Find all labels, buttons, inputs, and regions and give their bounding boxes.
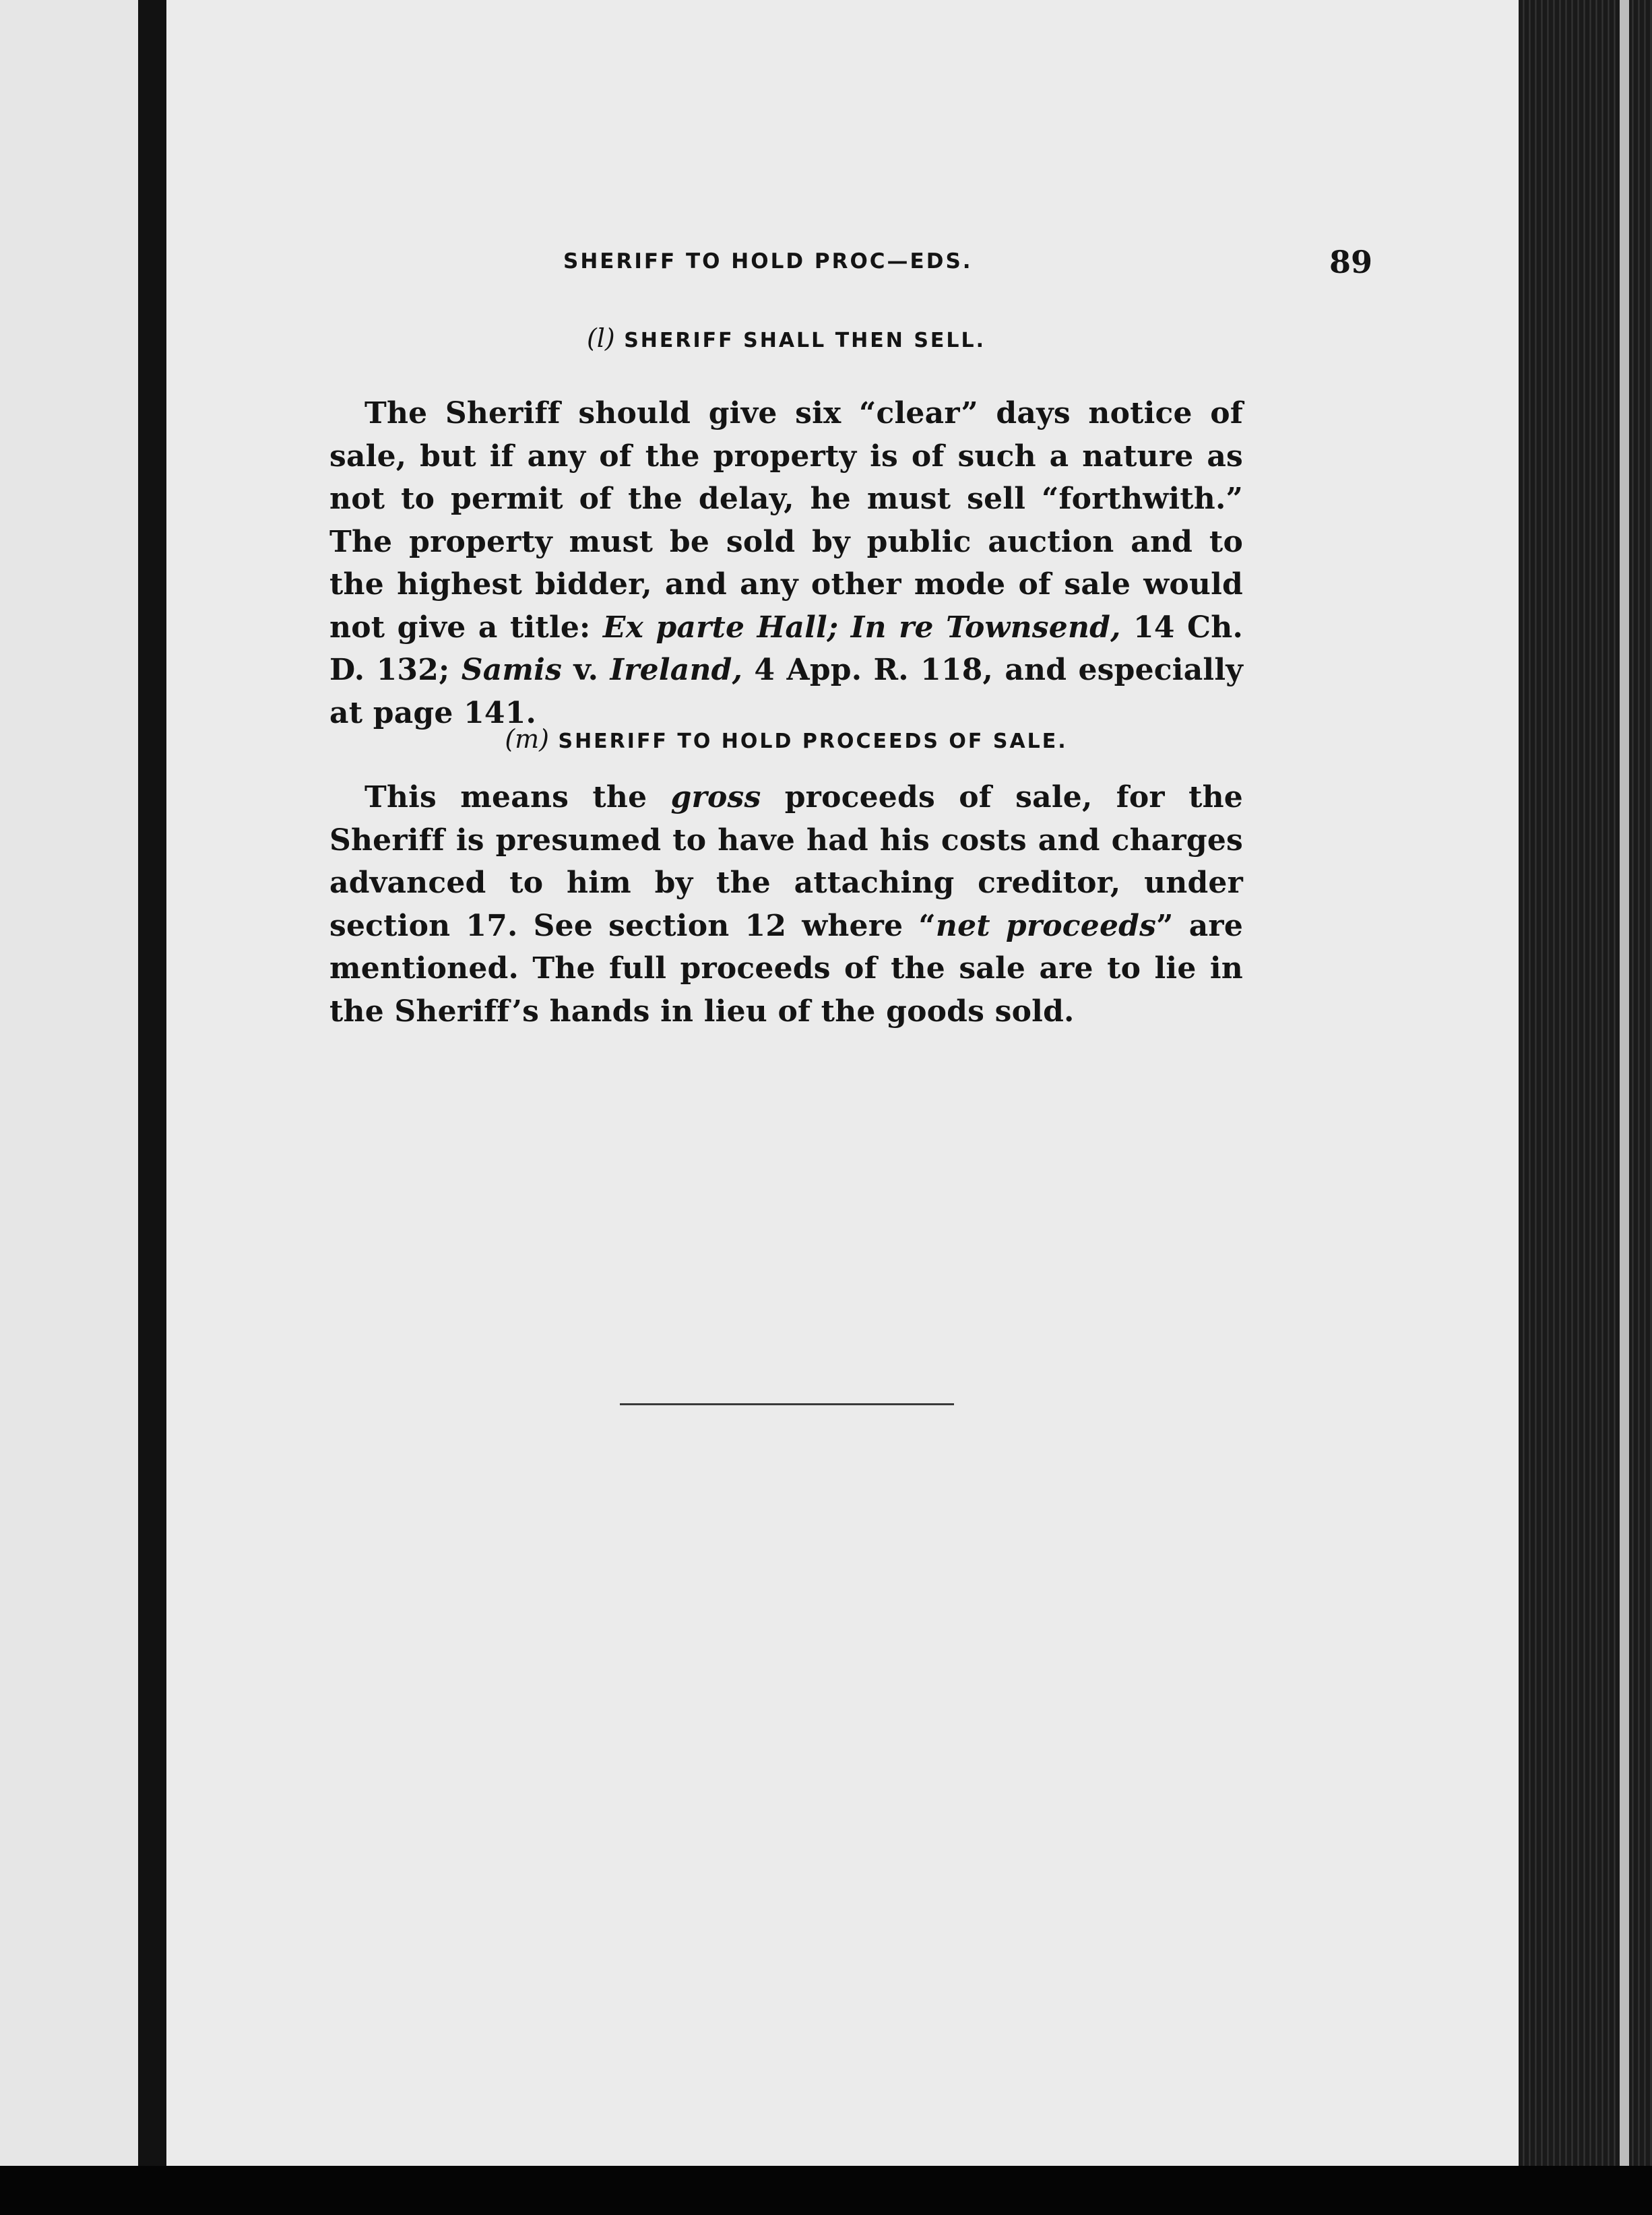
paragraph-m-text-1: This means the bbox=[364, 780, 671, 814]
paragraph-m bbox=[329, 776, 1243, 1033]
fore-edge-highlight bbox=[1620, 0, 1629, 2166]
paragraph-l bbox=[329, 392, 1243, 734]
page-header bbox=[563, 244, 1372, 284]
paragraph-l-text-3: v. bbox=[562, 653, 610, 687]
bottom-shadow bbox=[0, 2166, 1652, 2215]
paragraph-l-text-4: 4 App. R. 118, and especially at page 141. bbox=[329, 653, 1243, 730]
page-number: 89 bbox=[1329, 244, 1372, 280]
running-head: SHERIFF TO HOLD PROC—EDS. bbox=[563, 249, 973, 274]
paragraph-l-text-1: The Sheriff should give six “clear” days notice of sale, but if any of the property is of such a nature as not to permit of the delay, he must sell “forthwith.” The property must be sold by public auction and to the highest bidder, and any other mode of sale would not give a title: bbox=[329, 396, 1243, 645]
page-fore-edge bbox=[1519, 0, 1652, 2166]
emphasis-gross: gross bbox=[670, 780, 761, 814]
case-citation-2: Samis bbox=[461, 653, 563, 687]
paragraph-m-text-3: ” are mentioned. The full proceeds of the sale are to lie in the Sheriff’s hands in lieu of the goods sold. bbox=[329, 908, 1244, 1029]
section-heading-m bbox=[329, 724, 1243, 754]
section-title-l: SHERIFF SHALL THEN SELL. bbox=[624, 329, 986, 352]
section-end-rule bbox=[620, 1403, 954, 1405]
paragraph-m-text-2: proceeds of sale, for the Sheriff is presumed to have had his costs and charges advanced to him by the attaching creditor, under section 17. See section 12 where “ bbox=[329, 780, 1243, 943]
case-citation-1: Ex parte Hall; In re Townsend, bbox=[602, 610, 1121, 645]
section-title-m: SHERIFF TO HOLD PROCEEDS OF SALE. bbox=[558, 730, 1068, 753]
book-gutter bbox=[138, 0, 166, 2215]
section-marker-m: (m) bbox=[505, 724, 550, 754]
case-citation-3: Ireland, bbox=[610, 653, 743, 687]
section-heading-l bbox=[329, 323, 1243, 353]
emphasis-net-proceeds: net proceeds bbox=[935, 908, 1157, 943]
section-marker-l: (l) bbox=[586, 323, 615, 353]
paragraph-l-text-2: 14 Ch. D. 132; bbox=[329, 610, 1243, 687]
facing-page-edge bbox=[0, 0, 138, 2166]
